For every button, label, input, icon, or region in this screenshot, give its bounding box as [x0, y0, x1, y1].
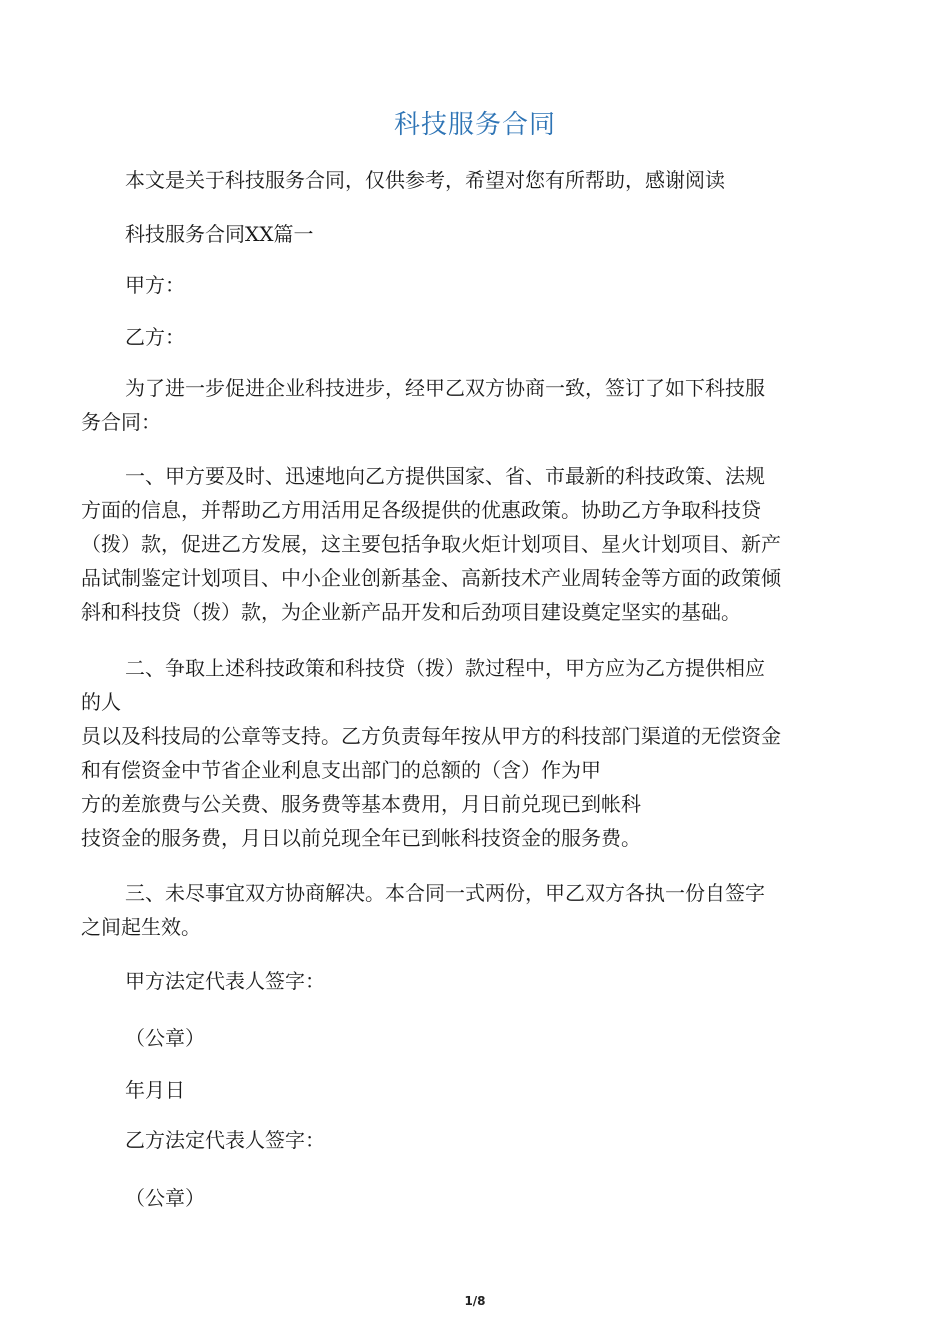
party-b-label: 乙方：	[125, 325, 185, 349]
party-a-signature-label: 甲方法定代表人签字：	[125, 969, 325, 993]
clause-1-line: 斜和科技贷（拨）款，为企业新产品开发和后劲项目建设奠定坚实的基础。	[81, 600, 741, 624]
clause-2-paragraph	[81, 651, 871, 855]
party-b-signature-label: 乙方法定代表人签字：	[125, 1128, 325, 1152]
clause-2-line: 技资金的服务费，月日以前兑现全年已到帐科技资金的服务费。	[81, 826, 641, 850]
party-a-label: 甲方：	[125, 273, 185, 297]
intro-paragraph: 本文是关于科技服务合同，仅供参考，希望对您有所帮助，感谢阅读	[125, 168, 725, 192]
subtitle-paragraph: 科技服务合同XX篇一	[125, 222, 314, 246]
clause-1-line: （拨）款，促进乙方发展，这主要包括争取火炬计划项目、星火计划项目、新产	[81, 532, 781, 556]
clause-1-line: 一、甲方要及时、迅速地向乙方提供国家、省、市最新的科技政策、法规	[125, 464, 765, 488]
clause-2-line: 员以及科技局的公章等支持。乙方负责每年按从甲方的科技部门渠道的无偿资金	[81, 724, 781, 748]
document-title: 科技服务合同	[393, 110, 556, 140]
clause-1-line: 方面的信息，并帮助乙方用活用足各级提供的优惠政策。协助乙方争取科技贷	[81, 498, 761, 522]
preamble-paragraph	[81, 371, 871, 439]
clause-2-line: 的人	[81, 690, 121, 714]
clause-3-line: 之间起生效。	[81, 915, 201, 939]
clause-3-line: 三、未尽事宜双方协商解决。本合同一式两份，甲乙双方各执一份自签字	[125, 881, 765, 905]
clause-2-line: 和有偿资金中节省企业利息支出部门的总额的（含）作为甲	[81, 758, 601, 782]
clause-1-paragraph	[81, 459, 871, 629]
party-a-date: 年月日	[125, 1078, 185, 1102]
page-number: 1/8	[464, 1294, 486, 1308]
party-b-seal: （公章）	[125, 1186, 205, 1210]
clause-1-line: 品试制鉴定计划项目、中小企业创新基金、高新技术产业周转金等方面的政策倾	[81, 566, 781, 590]
clause-2-line: 二、争取上述科技政策和科技贷（拨）款过程中，甲方应为乙方提供相应	[125, 656, 765, 680]
preamble-line: 务合同：	[81, 410, 161, 434]
clause-3-paragraph	[81, 876, 871, 944]
clause-2-line: 方的差旅费与公关费、服务费等基本费用，月日前兑现已到帐科	[81, 792, 641, 816]
preamble-line: 为了进一步促进企业科技进步，经甲乙双方协商一致，签订了如下科技服	[125, 376, 765, 400]
party-a-seal: （公章）	[125, 1026, 205, 1050]
